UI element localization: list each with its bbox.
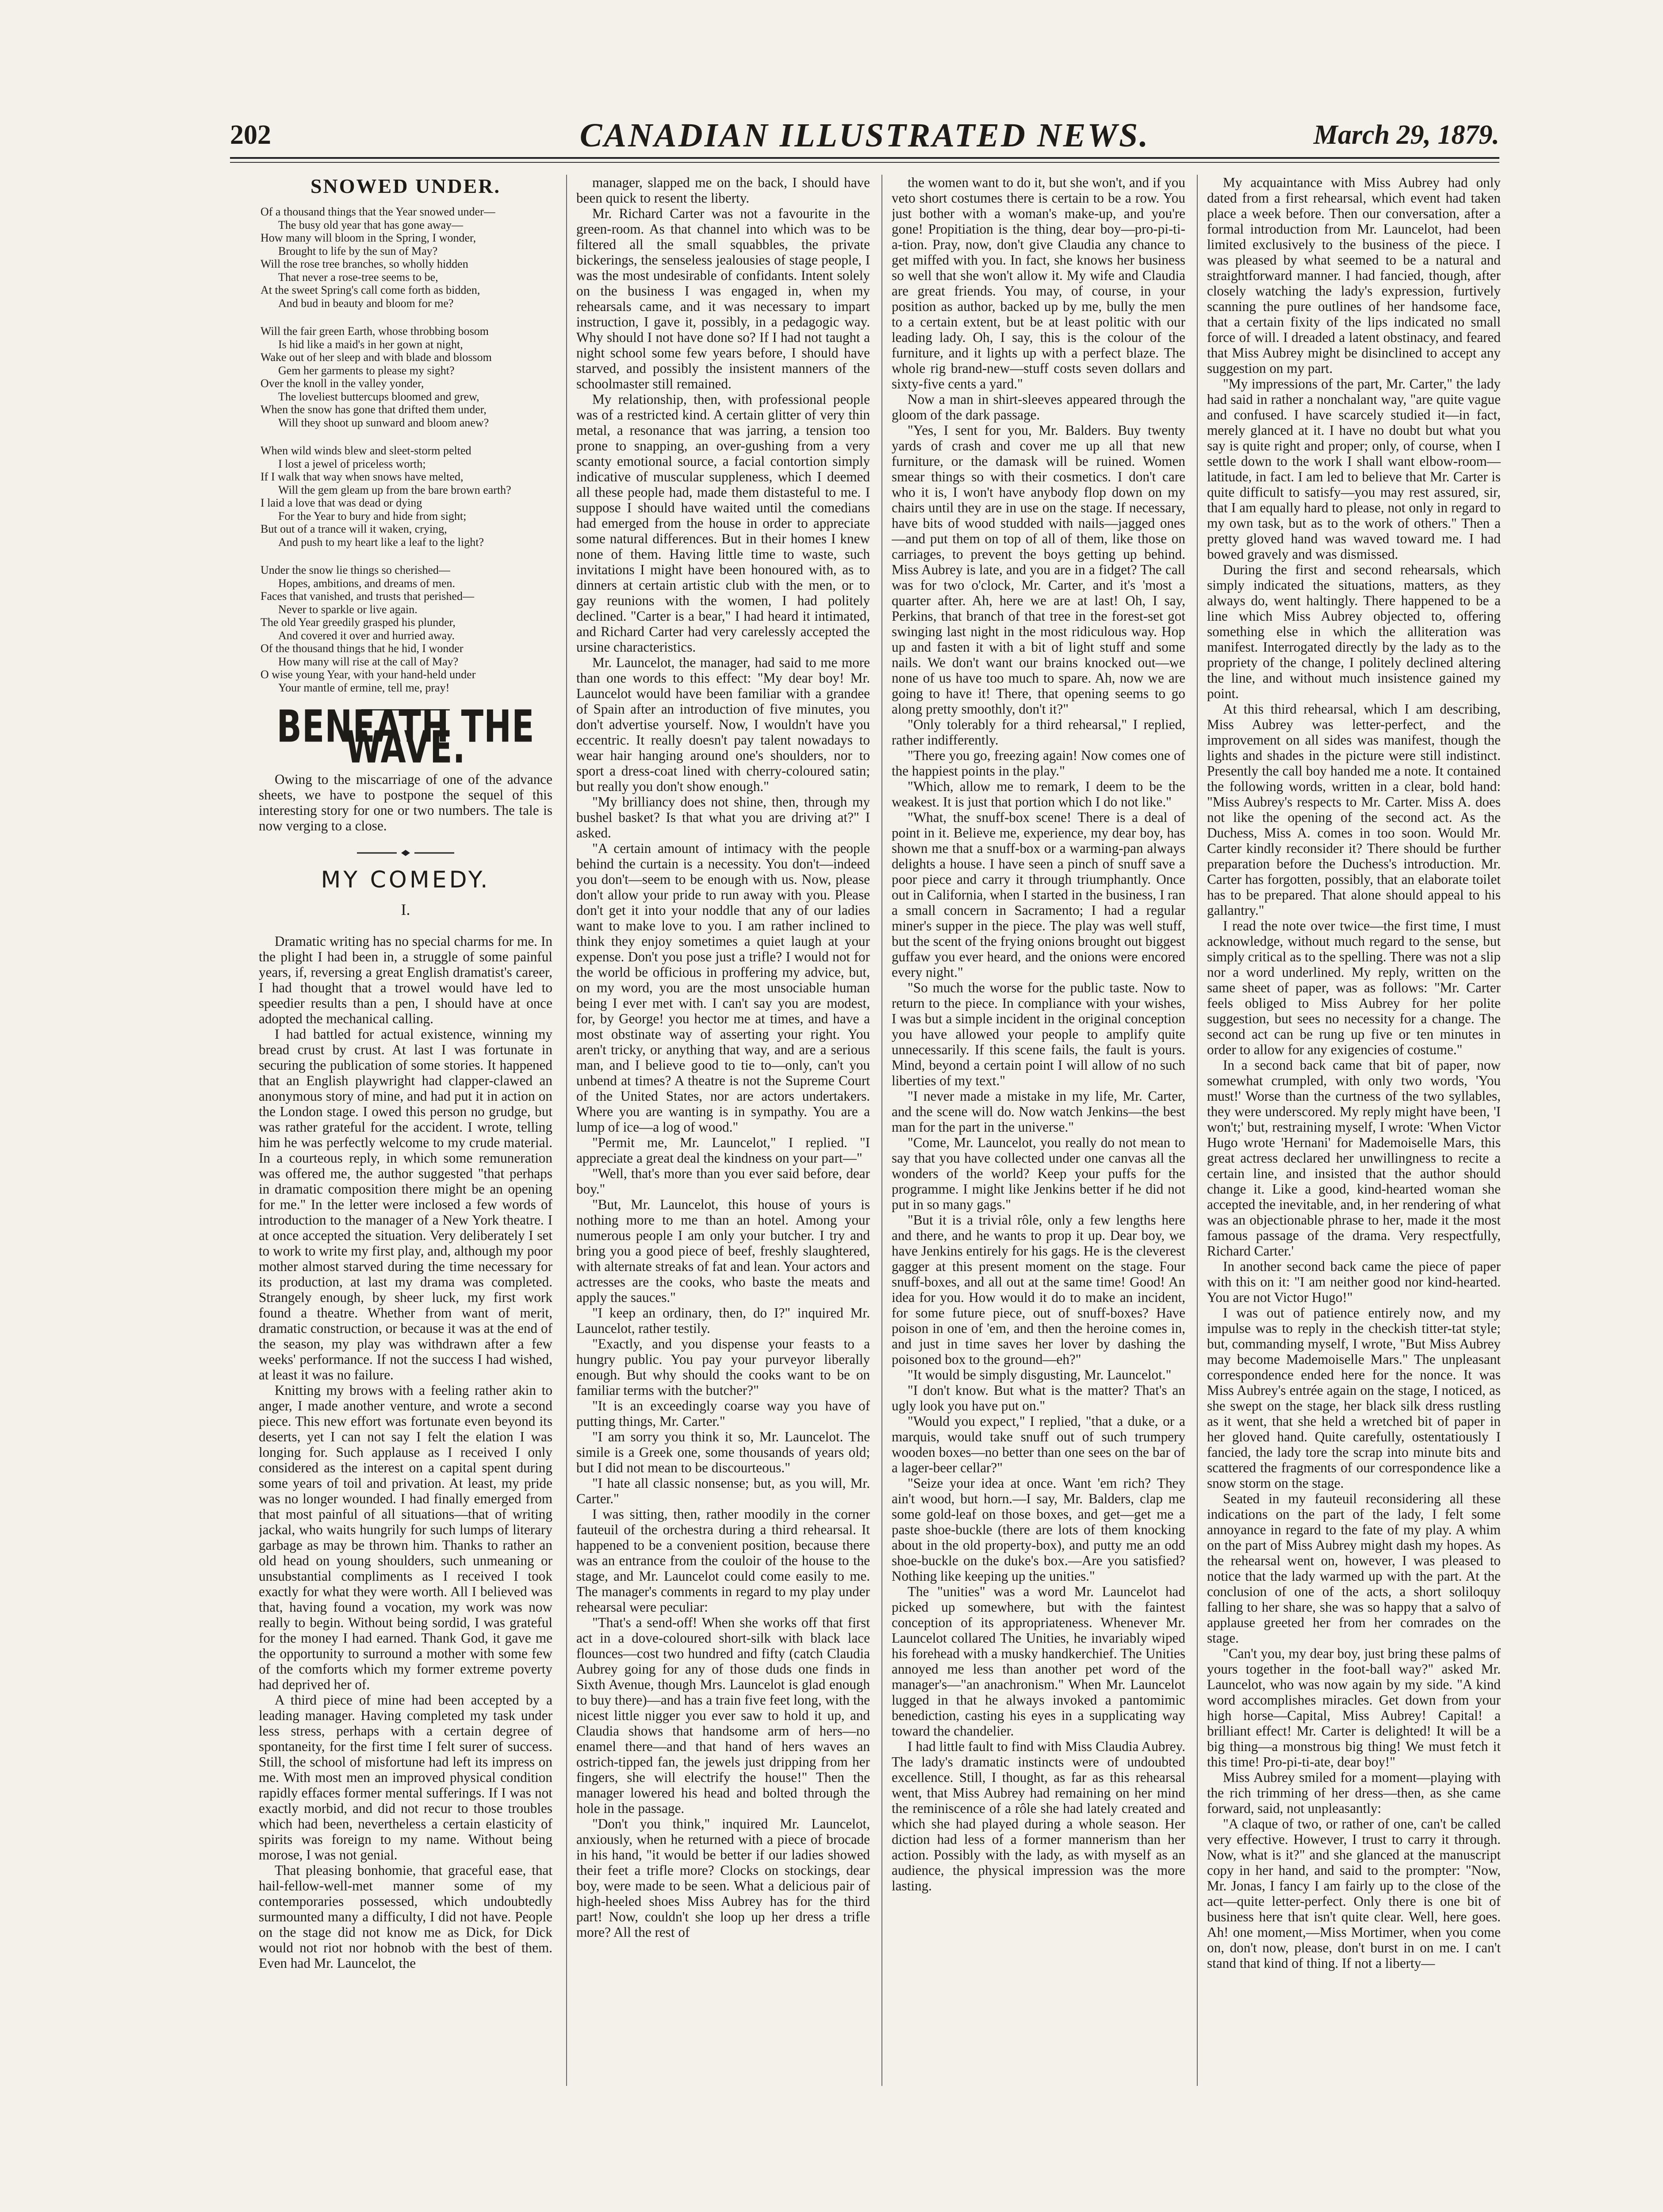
story-paragraph: Mr. Richard Carter was not a favourite in the green-room. As that channel into which was to be filtered all the small squabbles, the private bickerings, the senseless jealousies of stage people, I was the most undesirable of confidants. Intent solely on the business I was engaged in, when my rehearsals came, and it was necessary to impart instruction, I gave it, possibly, in a pedagogic way. Why should I not have done so? If I had not taught a night school some few years before, I should have starved, and possibly the insistent manners of the schoolmaster still remained. bbox=[576, 206, 870, 392]
story-paragraph: I read the note over twice—the first time, I must acknowledge, without much regard to the sense, but simply critical as to the spelling. There was not a slip nor a word underlined. My reply, written on the same sheet of paper, was as follows: "Mr. Carter feels obliged to Miss Aubrey for her polite suggestion, but sees no necessity for a change. The second act can be rung up five or ten minutes in order to allow for any exigencies of costume." bbox=[1207, 918, 1501, 1057]
story-paragraph: "What, the snuff-box scene! There is a deal of point in it. Believe me, experience, my dear boy, has shown me that a snuff-box or a warming-pan always delights a house. I have seen a pinch of snuff save a poor piece and carry it through triumphantly. Once out in California, when I started in the business, I ran a small concern in Sacramento; I had a regular miner's supper in the piece. The play was well stuff, but the scent of the frying onions brought out biggest guffaw you ever heard, and the onions were encored every night." bbox=[892, 810, 1185, 980]
poem-stanza bbox=[261, 564, 552, 694]
story-paragraph: My acquaintance with Miss Aubrey had only dated from a first rehearsal, which event had taken place a week before. Then our conversation, after a formal introduction from Mr. Launcelot, had been limited exclusively to the business of the piece. I was pleased by what seemed to be a natural and straightforward manner. I had fancied, though, after closely watching the lady's expression, furtively scanning the pure outlines of her handsome face, that a certain fixity of the lips indicated no small force of will. I dreaded a latent obstinacy, and feared that Miss Aubrey might be disinclined to accept any suggestion on my part. bbox=[1207, 175, 1501, 376]
story-paragraph: "There you go, freezing again! Now comes one of the happiest points in the play." bbox=[892, 748, 1185, 779]
story-paragraph: "Exactly, and you dispense your feasts to a hungry public. You pay your purveyor liberally enough. But why should the cooks want to be on familiar terms with the butcher?" bbox=[576, 1336, 870, 1398]
story-paragraph: "A certain amount of intimacy with the people behind the curtain is a necessity. You don't—indeed you don't—seem to be enough with us. Now, please don't allow your pride to run away with you. Please don't get it into your noddle that any of our ladies want to make love to you. I am rather inclined to think they enjoy sometimes a quiet laugh at your expense. Don't you pose just a trifle? I would not for the world be officious in proffering my advice, but, on my word, you are the most unsociable human being I ever met with. I can't say you are modest, for, by George! you hector me at times, and have a most obstinate way of asserting your right. You aren't tricky, or anything that way, and are a serious man, and I believe good to tie to—only, can't you unbend at times? A theatre is not the Supreme Court of the United States, nor are actors undertakers. Where you are wanting is in sympathy. You are a lump of ice—a log of wood." bbox=[576, 841, 870, 1135]
story-paragraph: "Yes, I sent for you, Mr. Balders. Buy twenty yards of crash and cover me up all that new furniture, or the damask will be ruined. Women smear things so with their cosmetics. I don't care who it is, I won't have anybody flop down on my chairs until they are in use on the stage. If necessary, have bits of wood studded with nails—jagged ones—and put them on top of all of them, like those on carriages, to prevent the boys getting up behind. Miss Aubrey is late, and you are in a fidget? The call was for two o'clock, Mr. Carter, and it's 'most a quarter after. Ah, here we are at last! Oh, I say, Perkins, that branch of that tree in the forest-set got swinging last night in the most ridiculous way. Hop up and fasten it with a bit of light stuff and some nails. We don't want our brains knocked out—we none of us have too much to spare. Ah, now we are going to have it! There, that opening seems to go along pretty smoothly, don't it?" bbox=[892, 422, 1185, 717]
poem-line: And push to my heart like a leaf to the light? bbox=[278, 535, 484, 549]
story-paragraph: Miss Aubrey smiled for a moment—playing with the rich trimming of her dress—then, as she came forward, said, not unpleasantly: bbox=[1207, 1770, 1501, 1816]
poem-line: When wild winds blew and sleet-storm pelted bbox=[261, 444, 471, 457]
story-col1-text bbox=[259, 933, 552, 1971]
story-title: MY COMEDY. bbox=[321, 867, 490, 893]
story-paragraph: "It is an exceedingly coarse way you have of putting things, Mr. Carter." bbox=[576, 1398, 870, 1429]
story-paragraph: "Which, allow me to remark, I deem to be the weakest. It is just that portion which I do not like." bbox=[892, 779, 1185, 810]
poem-line: Brought to life by the sun of May? bbox=[278, 244, 438, 257]
poem-line: That never a rose-tree seems to be, bbox=[278, 270, 438, 284]
story-paragraph: The "unities" was a word Mr. Launcelot had picked up somewhere, but with the faintest conception of its appropriateness. Whenever Mr. Launcelot collared The Unities, he invariably wiped his forehead with a musky handkerchief. The Unities annoyed me less than another pet word of the manager's—"an anachronism." When Mr. Launcelot lugged in that he always invoked a pantomimic benediction, casting his eyes in a supplicating way toward the chandelier. bbox=[892, 1584, 1185, 1739]
story-paragraph: Now a man in shirt-sleeves appeared through the gloom of the dark passage. bbox=[892, 392, 1185, 422]
page-number: 202 bbox=[230, 120, 271, 150]
story-paragraph: "Only tolerably for a third rehearsal," I replied, rather indifferently. bbox=[892, 717, 1185, 748]
poem-line: Will they shoot up sunward and bloom anew? bbox=[278, 416, 489, 429]
story-paragraph: the women want to do it, but she won't, and if you veto short costumes there is certain to be a row. You just bother with a woman's make-up, and you're gone! Propitiation is the thing, dear boy—pro-pi-ti-a-tion. Pray, now, don't give Claudia any chance to get miffed with you. In fact, she knows her business so well that she won't allow it. My wife and Claudia are great friends. You may, of course, in your position as author, backed up by me, bully the men to a certain extent, but be at least politic with our leading lady. Oh, I say, this is the colour of the furniture, and it lights up with a perfect blaze. The whole rig brand-new—stuff costs seven dollars and sixty-five cents a yard." bbox=[892, 175, 1185, 392]
story-paragraph: Dramatic writing has no special charms for me. In the plight I had been in, a struggle of some painful years, if, reversing a great English dramatist's career, I had thought that a trowel would have led to speedier results than a pen, I should have at once adopted the mechanical calling. bbox=[259, 933, 552, 1026]
story-col2-text bbox=[576, 175, 870, 1940]
poem-body bbox=[261, 205, 552, 694]
poem-line: How many will bloom in the Spring, I wonder, bbox=[261, 231, 476, 244]
poem-line: For the Year to bury and hide from sight; bbox=[278, 509, 467, 522]
poem-line: I lost a jewel of priceless worth; bbox=[278, 457, 426, 470]
story-paragraph: "But, Mr. Launcelot, this house of yours is nothing more to me than an hotel. Among your numerous people I am only your butcher. I try and bring you a good piece of beef, freshly slaughtered, with alternate streaks of fat and lean. Your actors and actresses are the cooks, who baste the meats and apply the sauces." bbox=[576, 1197, 870, 1305]
poem-line: Hopes, ambitions, and dreams of men. bbox=[278, 576, 456, 590]
poem-line: At the sweet Spring's call come forth as bidden, bbox=[261, 284, 480, 296]
notice-text: Owing to the miscarriage of one of the advance sheets, we have to postpone the sequel of this interesting story for one or two numbers. The tale is now verging to a close. bbox=[259, 772, 552, 833]
poem-line: Of the thousand things that he hid, I wonder bbox=[261, 642, 464, 655]
column-rule bbox=[881, 175, 882, 2086]
story-paragraph: "Permit me, Mr. Launcelot," I replied. "I appreciate a great deal the kindness on your part—" bbox=[576, 1135, 870, 1166]
story-paragraph: "I don't know. But what is the matter? That's an ugly look you have put on." bbox=[892, 1382, 1185, 1413]
story-paragraph: "A claque of two, or rather of one, can't be called very effective. However, I trust to carry it through. Now, what is it?" and she glanced at the manuscript copy in her hand, and said to the prompter: "Now, Mr. Jonas, I fancy I am fairly up to the close of the act—quite letter-perfect. Only there is one bit of business here that isn't quite clear. Well, here goes. Ah! one moment,—Miss Mortimer, when you come on, don't now, please, don't burst in on me. I can't stand that kind of thing. If not a liberty— bbox=[1207, 1816, 1501, 1971]
poem-line: The loveliest buttercups bloomed and grew, bbox=[278, 390, 479, 403]
story-paragraph: "Don't you think," inquired Mr. Launcelot, anxiously, when he returned with a piece of brocade in his hand, "it would be better if our ladies showed their feet a trifle more? Clocks on stockings, dear boy, were made to be seen. What a delicious pair of high-heeled shoes Miss Aubrey has for the third part! Now, couldn't she loop up her dress a trifle more? All the rest of bbox=[576, 1816, 870, 1940]
column-1 bbox=[259, 175, 552, 2099]
story-paragraph: "So much the worse for the public taste. Now to return to the piece. In compliance with your wishes, I was but a simple incident in the original conception you have allowed your people to amplify quite unnecessarily. If this scene fails, the fault is yours. Mind, beyond a certain point I will allow of no such liberties of my text." bbox=[892, 980, 1185, 1088]
poem-title: SNOWED UNDER. bbox=[310, 175, 501, 197]
poem-line: And bud in beauty and bloom for me? bbox=[278, 296, 454, 310]
story-paragraph: "I am sorry you think it so, Mr. Launcelot. The simile is a Greek one, some thousands of years old; but I did not mean to be discourteous." bbox=[576, 1429, 870, 1475]
story-paragraph: I had little fault to find with Miss Claudia Aubrey. The lady's dramatic instincts were of undoubted excellence. Still, I thought, as far as this rehearsal went, that Miss Aubrey had remaining on her mind the reminiscence of a rôle she had lately created and which she had played during a whole season. Her diction had less of a former mannerism than her action. Possibly with the lady, as with myself as an audience, the physical impression was the more lasting. bbox=[892, 1739, 1185, 1893]
story-paragraph: "That's a send-off! When she works off that first act in a dove-coloured short-silk with black lace flounces—cost two hundred and fifty (catch Claudia Aubrey going for any of those duds one finds in Sixth Avenue, though Mrs. Launcelot is glad enough to buy there)—and has a train five feet long, with the nicest little nigger you ever saw to hold it up, and Claudia shows that handsome arm of hers—no enamel there—and that hand of hers waves an ostrich-tipped fan, the jewels just dripping from her fingers, she will electrify the house!" Then the manager lowered his head and bolted through the hole in the passage. bbox=[576, 1615, 870, 1816]
story-paragraph: I was sitting, then, rather moodily in the corner fauteuil of the orchestra during a third rehearsal. It happened to be a convenient position, because there was an entrance from the couloir of the house to the stage, and Mr. Launcelot could come easily to me. The manager's comments in regard to my play under rehearsal were peculiar: bbox=[576, 1506, 870, 1615]
notice-title: BENEATH THE WAVE. bbox=[276, 701, 535, 773]
story-paragraph: "It would be simply disgusting, Mr. Launcelot." bbox=[908, 1367, 1172, 1382]
column-4 bbox=[1207, 175, 1501, 2099]
poem-line: Gem her garments to please my sight? bbox=[278, 364, 455, 377]
publication-title: CANADIAN ILLUSTRATED NEWS. bbox=[579, 117, 1150, 154]
column-rule bbox=[566, 175, 567, 2086]
poem-line: Wake out of her sleep and with blade and blossom bbox=[261, 351, 492, 364]
story-paragraph: "Can't you, my dear boy, just bring these palms of yours together in the foot-ball way?" asked Mr. Launcelot, who was now again by my side. "A kind word accomplishes miracles. Get down from your high horse—Capital, Miss Aubrey! Capital! a brilliant effect! Mr. Carter is delighted! It will be a big thing—a monstrous big thing! We must fetch it this time! Pro-pi-ti-ate, dear boy!" bbox=[1207, 1646, 1501, 1770]
story-paragraph: "I never made a mistake in my life, Mr. Carter, and the scene will do. Now watch Jenkins—the best man for the part in the universe." bbox=[892, 1088, 1185, 1135]
issue-date: March 29, 1879. bbox=[1313, 120, 1499, 150]
story-paragraph: "Would you expect," I replied, "that a duke, or a marquis, would take snuff out of such trumpery wooden boxes—no better than one sees on the bar of a lager-beer cellar?" bbox=[892, 1413, 1185, 1475]
story-paragraph: Mr. Launcelot, the manager, had said to me more than one words to this effect: "My dear boy! Mr. Launcelot would have been familiar with a grandee of Spain after an introduction of five minutes, you don't advertise yourself. Now, I wouldn't have you eccentric. It really doesn't pay talent nowadays to wear hair hanging around one's shoulders, nor to sport a dress-coat lined with cherry-coloured satin; but really you don't show enough." bbox=[576, 655, 870, 794]
page-header bbox=[230, 113, 1499, 155]
header-rule-thin bbox=[230, 162, 1499, 163]
poem-line: Faces that vanished, and trusts that perished— bbox=[261, 590, 475, 603]
story-paragraph: Knitting my brows with a feeling rather akin to anger, I made another venture, and wrote a second piece. This new effort was fortunate even beyond its deserts, yet I can not say I felt the elation I was longing for. Such applause as I received I only considered as the interest on a capital spent during some years of toil and privation. At least, my pride was no longer wounded. I had finally emerged from that most painful of all situations—that of writing jackal, who waits hungrily for such lumps of literary garbage as may be thrown him. Thanks to rather an old head on young shoulders, such unmeaning or unsubstantial compliments as I received I took exactly for what they were worth. All I believed was that, having found a vocation, my work was now really to begin. Without being sordid, I was grateful for the money I had earned. Thank God, it gave me the opportunity to surround a mother with some few of the comforts which my former extreme poverty had deprived her of. bbox=[259, 1382, 552, 1692]
poem-line: The busy old year that has gone away— bbox=[278, 218, 464, 231]
poem-line: And covered it over and hurried away. bbox=[278, 629, 455, 642]
chapter-number: I. bbox=[401, 901, 410, 918]
story-paragraph: "Come, Mr. Launcelot, you really do not mean to say that you have collected under one canvas all the wonders of the world? Keep your puffs for the programme. I might like Jenkins better if he did not put in so many gags." bbox=[892, 1135, 1185, 1212]
poem-stanza bbox=[261, 205, 552, 310]
poem-line: How many will rise at the call of May? bbox=[278, 655, 459, 668]
story-col4-text bbox=[1207, 175, 1501, 1971]
poem-line: If I walk that way when snows have melted, bbox=[261, 470, 464, 483]
story-paragraph: "My brilliancy does not shine, then, through my bushel basket? Is that what you are driving at?" I asked. bbox=[576, 794, 870, 841]
poem-line: Under the snow lie things so cherished— bbox=[261, 564, 450, 576]
poem-line: Will the rose tree branches, so wholly hidden bbox=[261, 257, 468, 270]
poem-line: But out of a trance will it waken, crying, bbox=[261, 522, 447, 535]
poem-line: When the snow has gone that drifted them under, bbox=[261, 403, 487, 416]
story-paragraph: At this third rehearsal, which I am describing, Miss Aubrey was letter-perfect, and the improvement on all sides was manifest, though the lights and shades in the picture were still indistinct. Presently the call boy handed me a note. It contained the following words, written in a clear, bold hand: "Miss Aubrey's respects to Mr. Carter. Miss A. does not like the opening of the second act. As the Duchess, Miss A. comes in too soon. Would Mr. Carter kindly reconsider it? There should be further preparation before the Duchess's introduction. Mr. Carter has forgotten, possibly, that an elaborate toilet has to be prepared. That alone should appeal to his gallantry." bbox=[1207, 701, 1501, 918]
story-paragraph: "My impressions of the part, Mr. Carter," the lady had said in rather a nonchalant way, "are quite vague and confused. I have scarcely studied it—in fact, merely glanced at it. I have no doubt but what you say is quite right and proper; only, of course, when I settle down to the work I shall want elbow-room—latitude, in fact. I am led to believe that Mr. Carter is quite difficult to satisfy—you may rest assured, sir, that I am equally hard to please, not only in regard to my own task, but as to the work of others." Then a pretty gloved hand was waved toward me. I had bowed gravely and was dismissed. bbox=[1207, 376, 1501, 562]
story-col3-text bbox=[892, 175, 1185, 1893]
poem-line: Over the knoll in the valley yonder, bbox=[261, 377, 424, 390]
column-2 bbox=[576, 175, 870, 2099]
story-paragraph: In a second back came that bit of paper, now somewhat crumpled, with only two words, 'You must!' Worse than the curtness of the two syllables, they were underscored. My reply might have been, 'I won't;' but, restraining myself, I wrote: 'When Victor Hugo wrote 'Hernani' for Mademoiselle Mars, this great actress declared her unwillingness to recite a certain line, and insisted that the author should change it. Like a good, kind-hearted woman she accepted the inevitable, and, in her rendering of what was an objectionable phrase to her, made it the most famous passage of the drama. Very respectfully, Richard Carter.' bbox=[1207, 1057, 1501, 1259]
poem-line: I laid a love that was dead or dying bbox=[261, 496, 422, 509]
poem-line: The old Year greedily grasped his plunder, bbox=[261, 616, 456, 629]
story-paragraph: In another second back came the piece of paper with this on it: "I am neither good nor kind-hearted. You are not Victor Hugo!" bbox=[1207, 1259, 1501, 1305]
story-paragraph: A third piece of mine had been accepted by a leading manager. Having completed my task under less stress, perhaps with a certain degree of spontaneity, for the first time I felt surer of success. Still, the school of misfortune had left its impress on me. With most men an improved physical condition rapidly effaces former mental sufferings. If I was not exactly morbid, and did not recur to those troubles which had been, nevertheless a certain elasticity of spirits was foreign to my name. Without being morose, I was not genial. bbox=[259, 1692, 552, 1863]
story-paragraph: My relationship, then, with professional people was of a restricted kind. A certain glitter of very thin metal, a resonance that was jarring, a tension too prone to snapping, an over-gushing from a very scanty emotional source, a facial contortion simply indicative of muscular suppleness, which I deemed all these people had, made them distasteful to me. I suppose I should have waited until the comedians had emerged from the house in order to appreciate some natural differences. But in their homes I knew none of them. Having little time to waste, such invitations I might have been honoured with, as to dinners at certain artistic club with the men, or to gay reunions with the women, I had politely declined. "Carter is a bear," I had heard it intimated, and Richard Carter had very carelessly accepted the ursine characteristics. bbox=[576, 392, 870, 655]
story-paragraph: "Well, that's more than you ever said before, dear boy." bbox=[576, 1166, 870, 1197]
poem-stanza bbox=[261, 444, 552, 549]
poem-line: Will the fair green Earth, whose throbbing bosom bbox=[261, 325, 489, 338]
poem-line: Of a thousand things that the Year snowed under— bbox=[261, 205, 495, 218]
story-paragraph: manager, slapped me on the back, I should have been quick to resent the liberty. bbox=[576, 175, 870, 206]
story-paragraph: "But it is a trivial rôle, only a few lengths here and there, and he wants to prop it up. Dear boy, we have Jenkins entirely for his gags. He is the cleverest gagger at this present moment on the stage. Four snuff-boxes, and all out at the same time! Good! An idea for you. How would it do to make an incident, for some future piece, out of snuff-boxes? Have poison in one of 'em, and then the heroine comes in, and just in time saves her lover by dashing the poisoned box to the ground—eh?" bbox=[892, 1212, 1185, 1367]
poem-line: Will the gem gleam up from the bare brown earth? bbox=[278, 483, 511, 496]
story-paragraph: "I keep an ordinary, then, do I?" inquired Mr. Launcelot, rather testily. bbox=[576, 1305, 870, 1336]
poem-line: O wise young Year, with your hand-held under bbox=[261, 668, 476, 681]
poem-line: Never to sparkle or live again. bbox=[278, 603, 418, 616]
story-paragraph: Seated in my fauteuil reconsidering all these indications on the part of the lady, I felt some annoyance in regard to the fate of my play. A whim on the part of Miss Aubrey might dash my hopes. As the rehearsal went on, however, I was pleased to notice that the lady warmed up with the part. At the conclusion of one of the acts, a short soliloquy falling to her share, she was so happy that a salvo of applause greeted her from her comrades on the stage. bbox=[1207, 1491, 1501, 1646]
story-paragraph: That pleasing bonhomie, that graceful ease, that hail-fellow-well-met manner some of my contemporaries possessed, which undoubtedly surmounted many a difficulty, I did not have. People on the stage did not know me as Dick, for Dick would not riot nor hobnob with the best of them. Even had Mr. Launcelot, the bbox=[259, 1863, 552, 1971]
header-rule bbox=[230, 157, 1499, 159]
column-rule bbox=[1197, 175, 1198, 2086]
story-paragraph: During the first and second rehearsals, which simply indicated the situations, matters, as they always do, went haltingly. There happened to be a line which Miss Aubrey objected to, offering something else in which the alliteration was manifest. Interrogated directly by the lady as to the propriety of the change, I politely declined altering the line, and without much insistence gained my point. bbox=[1207, 562, 1501, 701]
column-3 bbox=[892, 175, 1185, 2099]
poem-line: Your mantle of ermine, tell me, pray! bbox=[278, 681, 450, 694]
story-paragraph: I was out of patience entirely now, and my impulse was to reply in the checkish titter-tat style; but, commanding myself, I wrote, "But Miss Aubrey may become Mademoiselle Mars." The unpleasant correspondence ended here for the nonce. It was Miss Aubrey's entrée again on the stage, I noticed, as she swept on the stage, her black silk dress rustling as it went, that she held a wretched bit of paper in her gloved hand. Quite carefully, ostentatiously I fancied, the lady tore the scrap into minute bits and scattered the fragments of our correspondence like a snow storm on the stage. bbox=[1207, 1305, 1501, 1491]
story-paragraph: I had battled for actual existence, winning my bread crust by crust. At last I was fortunate in securing the publication of some stories. It happened that an English playwright had clapper-clawed an anonymous story of mine, and had put it in action on the London stage. I owed this person no grudge, but was rather grateful for the accident. I wrote, telling him he was perfectly welcome to my crude material. In a courteous reply, in which some remuneration was offered me, the author suggested "that perhaps in dramatic composition there might be an opening for me." In the letter were inclosed a few words of introduction to the manager of a New York theatre. I at once accepted the situation. Very deliberately I set to work to write my first play, and, although my poor mother almost starved during the time necessary for its production, at last my drama was completed. Strangely enough, by sheer luck, my first work found a theatre. Whether from want of merit, dramatic construction, or because it was at the end of the season, my play was withdrawn after a few weeks' performance. If not the success I had wished, at least it was no failure. bbox=[259, 1026, 552, 1382]
poem-stanza bbox=[261, 325, 552, 429]
poem-line: Is hid like a maid's in her gown at night, bbox=[278, 338, 463, 351]
story-paragraph: "Seize your idea at once. Want 'em rich? They ain't wood, but horn.—I say, Mr. Balders, clap me some gold-leaf on those boxes, and get—get me a paste shoe-buckle (there are lots of them knocking about in the old property-box), and putty me an odd shoe-buckle on the duke's box.—Are you satisfied? Nothing like keeping up the unities." bbox=[892, 1475, 1185, 1584]
ornament-rule bbox=[357, 849, 454, 857]
story-paragraph: "I hate all classic nonsense; but, as you will, Mr. Carter." bbox=[576, 1475, 870, 1506]
